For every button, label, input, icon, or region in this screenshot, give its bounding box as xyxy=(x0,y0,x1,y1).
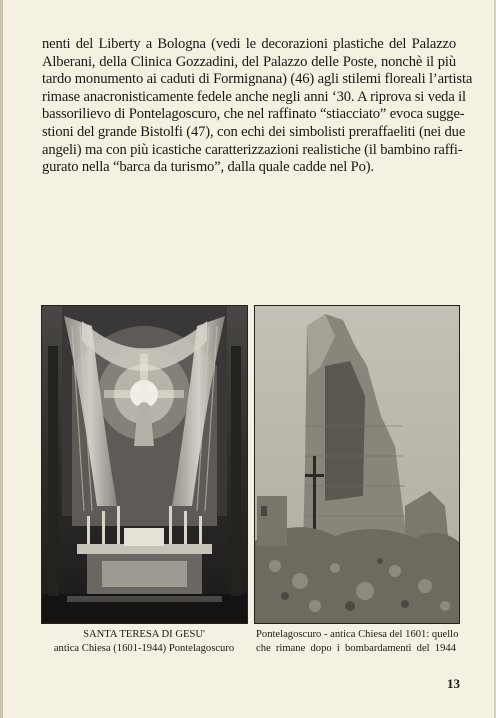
photo-church-altar xyxy=(41,305,248,624)
caption-left xyxy=(42,628,246,655)
caption-left-title: SANTA TERESA DI GESU' xyxy=(83,629,205,640)
caption-right xyxy=(256,628,459,655)
caption-left-subtitle: antica Chiesa (1601-1944) Pontelagoscuro xyxy=(53,642,235,654)
body-line: Alberani, della Clinica Gozzadini, del Palazzo delle Poste, nonchè il più xyxy=(42,53,456,70)
altar-illustration xyxy=(42,306,247,623)
page-edge-left xyxy=(0,0,3,718)
caption-right-line: Pontelagoscuro - antica Chiesa del 1601: quello xyxy=(256,629,459,640)
body-line: stioni del grande Bistolfi (47), con echi dei simbolisti preraffaeliti (nei due xyxy=(42,123,466,140)
body-paragraph xyxy=(42,36,473,177)
body-line: nenti del Liberty a Bologna (vedi le decorazioni plastiche del Palazzo xyxy=(42,36,456,52)
body-line: bassorilievo di Pontelagoscuro, che nel raffinato “stiacciato” evoca sugge- xyxy=(42,106,465,123)
page-number: 13 xyxy=(447,676,460,691)
body-line: rimase anacronisticamente fedele anche negli anni ‘30. A riprova si veda il xyxy=(42,88,466,105)
body-line: angeli) ma con più icastiche caratterizzazioni realistiche (il bambino raffi- xyxy=(42,141,463,158)
body-line: tardo monumento ai caduti di Formignana) (46) agli stilemi floreali l’artista xyxy=(42,71,473,88)
caption-right-line: che rimane dopo i bombardamenti del 1944 xyxy=(256,642,456,654)
photo-ruined-tower xyxy=(254,305,460,624)
ruins-illustration xyxy=(255,306,459,623)
body-line: gurato nella “barca da turismo”, dalla quale cadde nel Po). xyxy=(42,159,374,176)
